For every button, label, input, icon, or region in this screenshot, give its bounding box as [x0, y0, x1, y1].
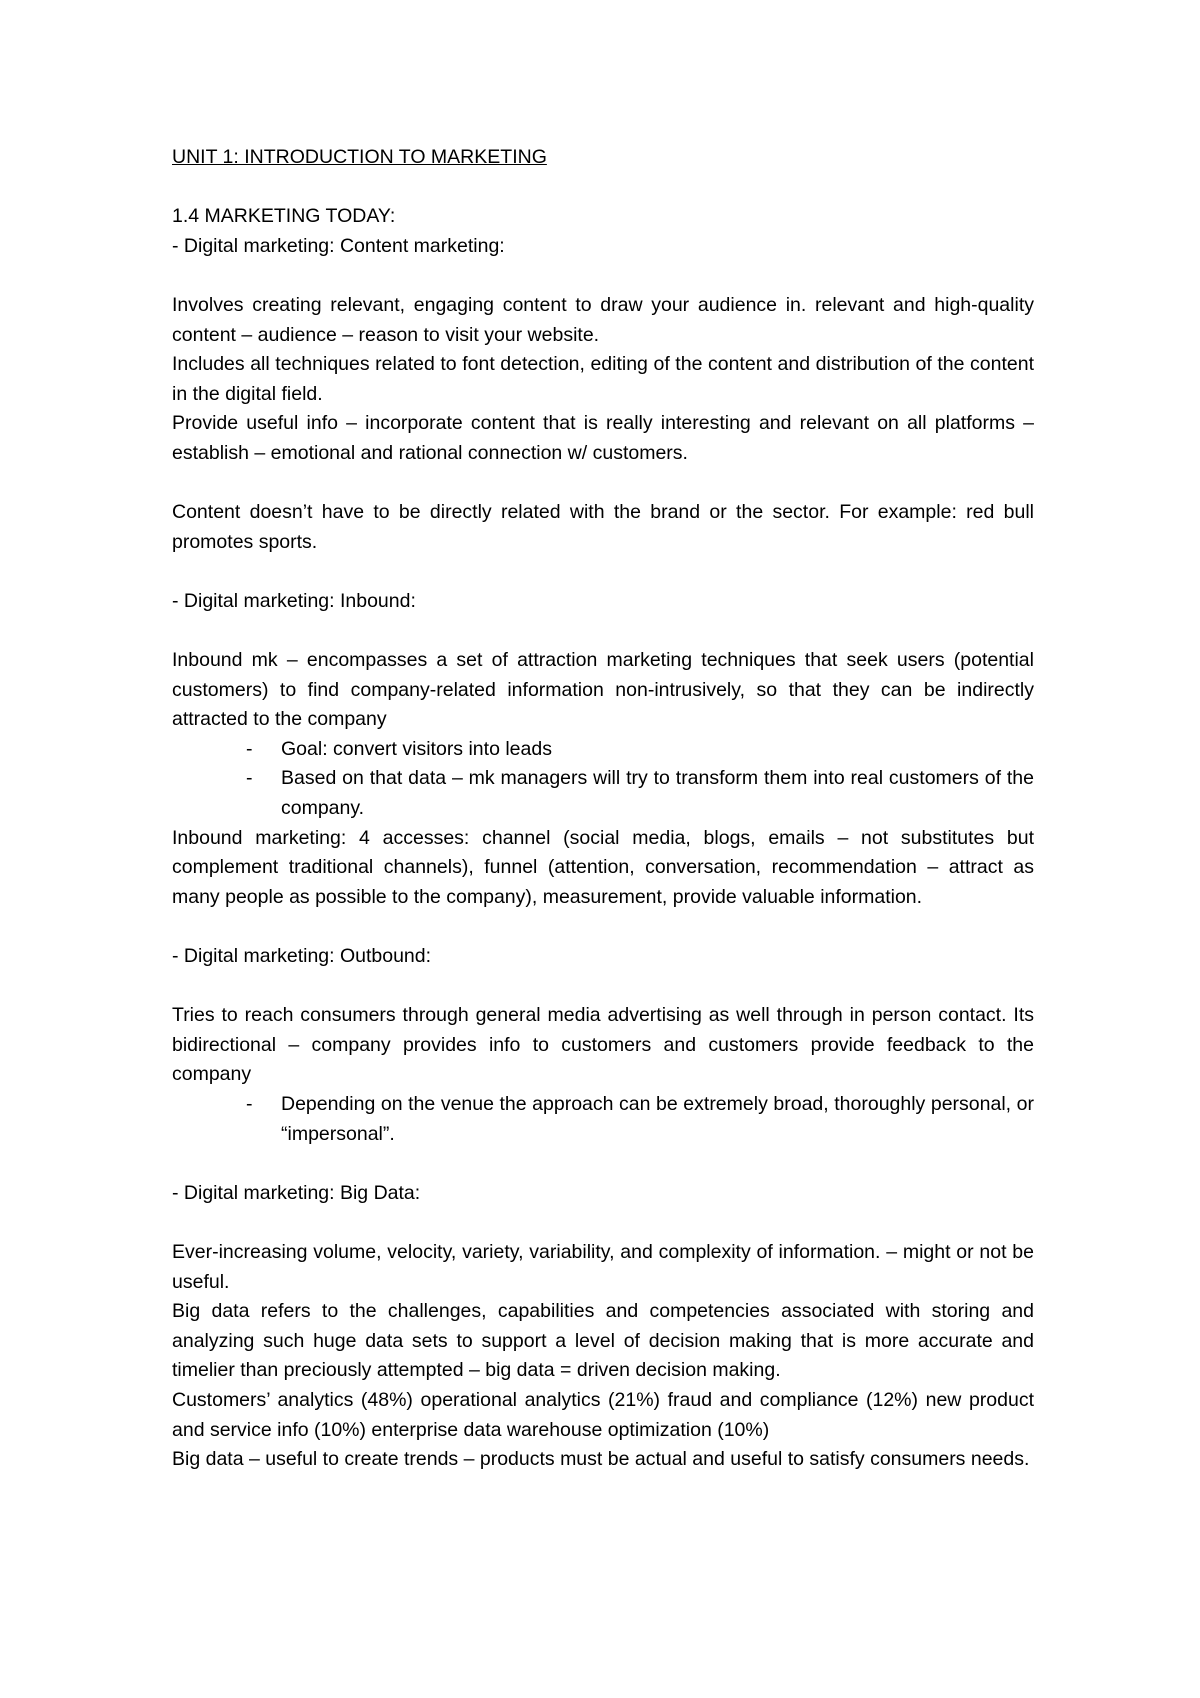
spacer: [172, 912, 1034, 942]
spacer: [172, 617, 1034, 647]
big-data-paragraph-4: Big data – useful to create trends – products must be actual and useful to satisfy consumers needs.: [172, 1448, 1030, 1471]
big-data-paragraph-1: Ever-increasing volume, velocity, variety, variability, and complexity of information. – might or not be useful.: [172, 1240, 1034, 1293]
spacer: [172, 972, 1034, 1002]
big-data-paragraph-3: Customers’ analytics (48%) operational analytics (21%) fraud and compliance (12%) new product and service info (10%) enterprise data warehouse optimization (10%): [172, 1388, 1034, 1441]
inbound-bullet-list: [172, 735, 1034, 824]
list-item-text: Based on that data – mk managers will try to transform them into real customers of the company.: [281, 767, 1034, 820]
outbound-paragraph-1: Tries to reach consumers through general media advertising as well through in person contact. Its bidirectional – company provides info to customers and customers provide feedback to the company: [172, 1004, 1034, 1086]
list-item: [172, 1090, 1034, 1149]
content-marketing-paragraph-4: Content doesn’t have to be directly related with the brand or the sector. For example: red bull promotes sports.: [172, 501, 1034, 553]
list-item-text: Depending on the venue the approach can be extremely broad, thoroughly personal, or “impersonal”.: [281, 1093, 1034, 1145]
spacer: [172, 173, 1034, 203]
inbound-paragraph-2: Inbound marketing: 4 accesses: channel (social media, blogs, emails – not substitutes but complement traditional channels), funnel (attention, conversation, recommendation – attract as many people as possible to the company), measurement, provide valuable information.: [172, 826, 1034, 908]
big-data-paragraph-2: Big data refers to the challenges, capabilities and competencies associated with storing and analyzing such huge data sets to support a level of decision making that is more accurate and timelier than preciously attempted – big data = driven decision making.: [172, 1300, 1034, 1382]
inbound-paragraph-1: Inbound mk – encompasses a set of attraction marketing techniques that seek users (potential customers) to find company-related information non-intrusively, so that they can be indirectly attracted to the company: [172, 649, 1034, 731]
document-page: [172, 143, 1034, 1475]
content-marketing-paragraph-2: Includes all techniques related to font detection, editing of the content and distribution of the content in the digital field.: [172, 353, 1034, 405]
dash-marker: -: [246, 737, 253, 760]
content-marketing-paragraph-3: Provide useful info – incorporate content that is really interesting and relevant on all platforms – establish – emotional and rational connection w/ customers.: [172, 412, 1034, 464]
list-item-text: Goal: convert visitors into leads: [281, 737, 552, 760]
spacer: [172, 557, 1034, 587]
inbound-heading: - Digital marketing: Inbound:: [172, 589, 416, 612]
content-marketing-heading: - Digital marketing: Content marketing:: [172, 234, 505, 257]
spacer: [172, 1208, 1034, 1238]
outbound-heading: - Digital marketing: Outbound:: [172, 945, 432, 968]
big-data-heading: - Digital marketing: Big Data:: [172, 1181, 421, 1204]
list-item: [172, 735, 1034, 765]
spacer: [172, 1149, 1034, 1179]
outbound-bullet-list: [172, 1090, 1034, 1149]
list-item: [172, 764, 1034, 823]
dash-marker: -: [246, 1093, 253, 1115]
document-title: UNIT 1: INTRODUCTION TO MARKETING: [172, 146, 547, 168]
spacer: [172, 261, 1034, 291]
section-heading: 1.4 MARKETING TODAY:: [172, 205, 396, 228]
content-marketing-paragraph-1: Involves creating relevant, engaging content to draw your audience in. relevant and high-quality content – audience – reason to visit your website.: [172, 293, 1034, 346]
spacer: [172, 469, 1034, 499]
dash-marker: -: [246, 767, 253, 790]
